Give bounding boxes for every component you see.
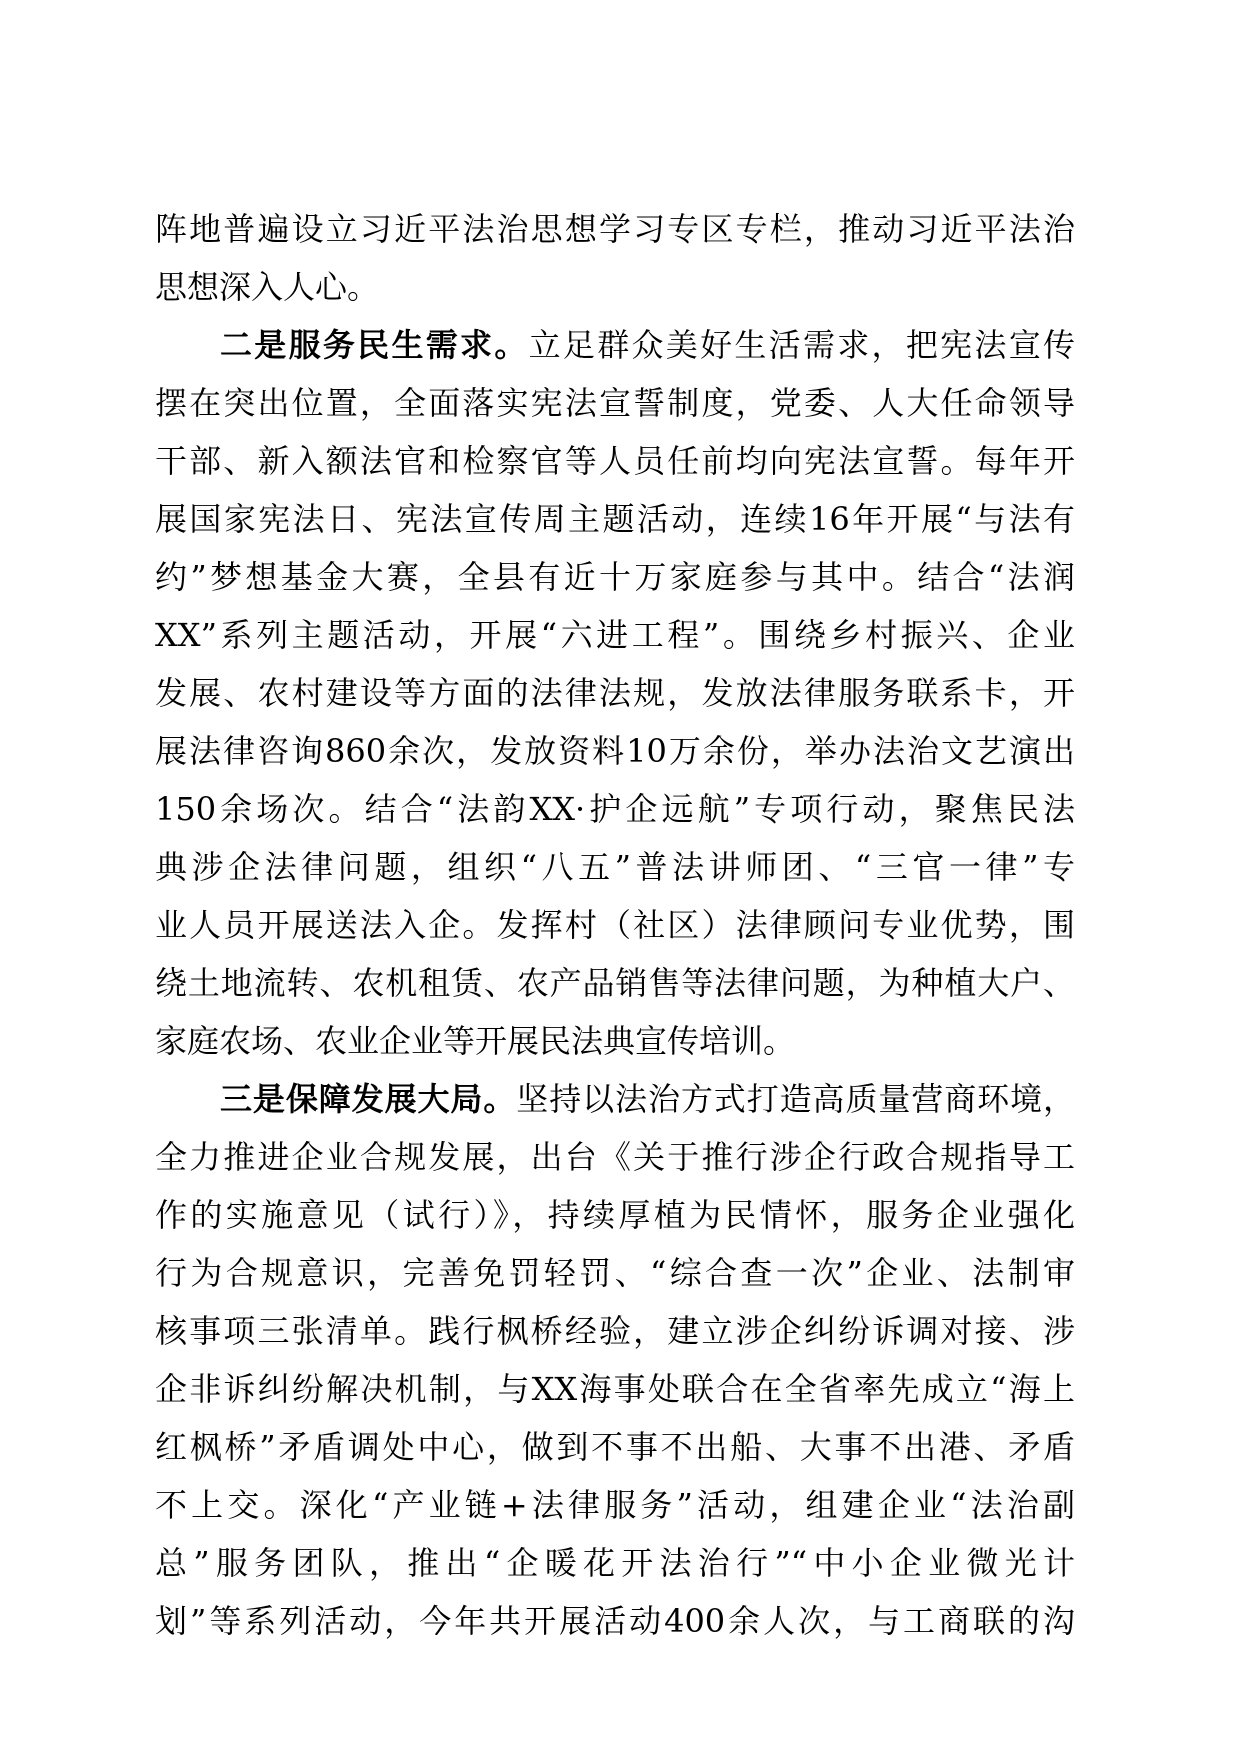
text-line — [155, 1476, 1075, 1534]
line-text: 全力推进企业合规发展，出台《关于推行涉企行政合规指导工 — [155, 1138, 1075, 1176]
line-text: 立足群众美好生活需求，把宪法宣传 — [528, 326, 1075, 364]
line-text: 不上交。深化“产业链+法律服务”活动，组建企业“法治副 — [155, 1486, 1075, 1524]
text-line — [155, 548, 1075, 606]
text-line — [155, 1186, 1075, 1244]
paragraph-lead: 二是服务民生需求。 — [220, 326, 529, 364]
line-text: XX”系列主题活动，开展“六进工程”。围绕乡村振兴、企业 — [155, 616, 1075, 654]
line-text: 展国家宪法日、宪法宣传周主题活动，连续16年开展“与法有 — [155, 500, 1075, 538]
text-line — [155, 1418, 1075, 1476]
line-text: 红枫桥”矛盾调处中心，做到不事不出船、大事不出港、矛盾 — [155, 1428, 1075, 1466]
text-line — [155, 838, 1075, 896]
line-text: 行为合规意识，完善免罚轻罚、“综合查一次”企业、法制审 — [155, 1254, 1075, 1292]
line-text: 阵地普遍设立习近平法治思想学习专区专栏，推动习近平法治 — [155, 210, 1075, 248]
paragraph-lead: 三是保障发展大局。 — [220, 1080, 517, 1118]
text-line — [155, 664, 1075, 722]
line-text: 坚持以法治方式打造高质量营商环境， — [516, 1080, 1075, 1118]
text-line — [155, 954, 1075, 1012]
line-text: 绕土地流转、农机租赁、农产品销售等法律问题，为种植大户、 — [155, 964, 1075, 1002]
text-line — [155, 1302, 1075, 1360]
line-text: 业人员开展送法入企。发挥村（社区）法律顾问专业优势，围 — [155, 906, 1075, 944]
text-line — [155, 1360, 1075, 1418]
line-text: 核事项三张清单。践行枫桥经验，建立涉企纠纷诉调对接、涉 — [155, 1312, 1075, 1350]
text-line — [155, 1592, 1075, 1650]
line-text: 展法律咨询860余次，发放资料10万余份，举办法治文艺演出 — [155, 732, 1075, 770]
text-line — [155, 490, 1075, 548]
text-line — [155, 606, 1075, 664]
line-text: 思想深入人心。 — [155, 268, 380, 306]
line-text: 150余场次。结合“法韵XX·护企远航”专项行动，聚焦民法 — [155, 790, 1075, 828]
line-text: 企非诉纠纷解决机制，与XX海事处联合在全省率先成立“海上 — [155, 1370, 1075, 1408]
paragraph-first-line — [220, 316, 1075, 374]
line-text: 发展、农村建设等方面的法律法规，发放法律服务联系卡，开 — [155, 674, 1075, 712]
text-line — [155, 722, 1075, 780]
text-line — [155, 1534, 1075, 1592]
text-line — [155, 374, 1075, 432]
text-line — [155, 432, 1075, 490]
line-text: 摆在突出位置，全面落实宪法宣誓制度，党委、人大任命领导 — [155, 384, 1075, 422]
text-line — [155, 896, 1075, 954]
paragraph-first-line — [220, 1070, 1075, 1128]
line-text: 干部、新入额法官和检察官等人员任前均向宪法宣誓。每年开 — [155, 442, 1075, 480]
text-line — [155, 780, 1075, 838]
text-line — [155, 1128, 1075, 1186]
line-text: 约”梦想基金大赛，全县有近十万家庭参与其中。结合“法润 — [155, 558, 1075, 596]
text-line — [155, 258, 1075, 316]
text-line — [155, 200, 1075, 258]
text-line — [155, 1012, 1075, 1070]
text-line — [155, 1244, 1075, 1302]
line-text: 划”等系列活动，今年共开展活动400余人次，与工商联的沟 — [155, 1602, 1075, 1640]
line-text: 总”服务团队，推出“企暖花开法治行”“中小企业微光计 — [155, 1544, 1075, 1582]
line-text: 典涉企法律问题，组织“八五”普法讲师团、“三官一律”专 — [155, 848, 1075, 886]
line-text: 家庭农场、农业企业等开展民法典宣传培训。 — [155, 1022, 796, 1060]
line-text: 作的实施意见（试行）》，持续厚植为民情怀，服务企业强化 — [155, 1196, 1075, 1234]
